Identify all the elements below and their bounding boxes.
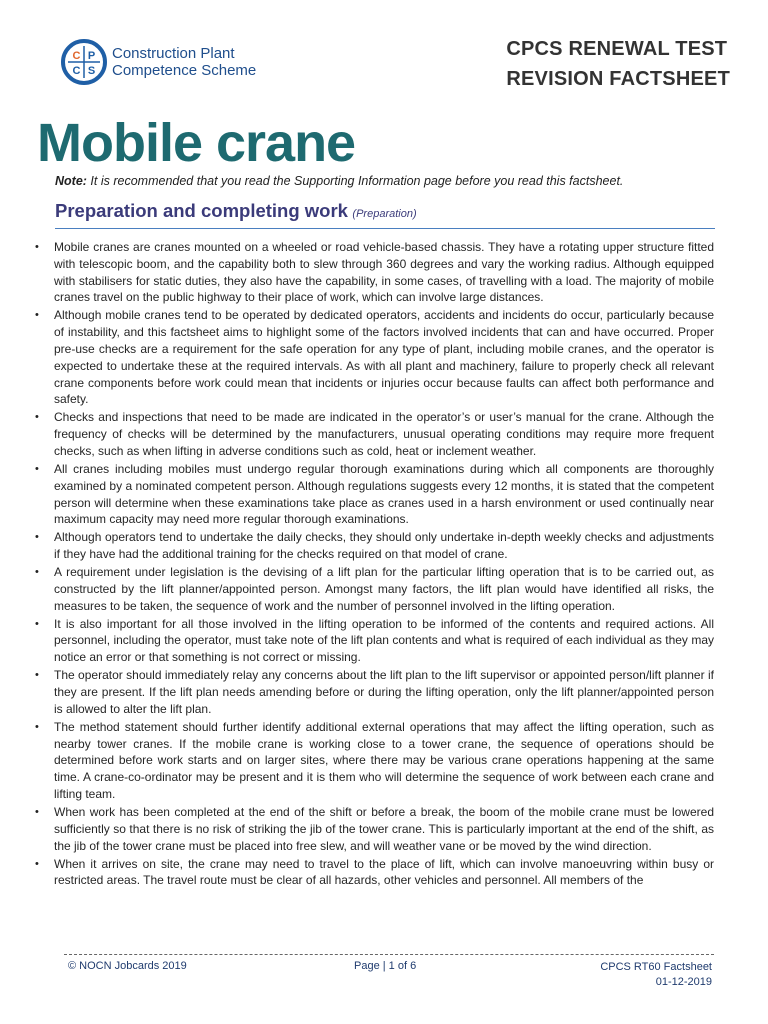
header-line-1: CPCS RENEWAL TEST xyxy=(506,38,728,60)
list-item: • Although operators tend to undertake the daily checks, they should only undertake in-depth weekly checks and adjustments if they have had the additional training for the checks required on that model of crane. xyxy=(54,529,714,563)
logo-wordmark xyxy=(112,45,256,79)
cpcs-logo xyxy=(60,36,272,88)
header-line-2: REVISION FACTSHEET xyxy=(506,68,730,90)
logo-line-2: Competence Scheme xyxy=(112,62,257,79)
footer-document-info xyxy=(600,960,712,990)
footer-copyright: © NOCN Jobcards 2019 xyxy=(68,960,187,972)
list-item: • The method statement should further identify additional external operations that may affect the lifting operation, such as nearby tower cranes. If the mobile crane is working close to a tower crane, the sequence of operations should be determined before work starts and on larger sites, where there may be various crane operations happening at the same time. A crane-co-ordinator may be present and it is them who will determine the sequence of work between each crane and lifting team. xyxy=(54,719,714,803)
list-item: • All cranes including mobiles must undergo regular thorough examinations during which all components are thoroughly examined by a nominated competent person. Although regulations suggests every 12 months, it is stated that the competent person will determine when these examinations take place as cranes used in a harsh environment or used continually near maximum capacity may need more regular thorough examinations. xyxy=(54,461,714,528)
footer-page-number: Page | 1 of 6 xyxy=(354,960,417,972)
list-item: • When it arrives on site, the crane may need to travel to the place of lift, which can involve manoeuvring within busy or restricted areas. The travel route must be clear of all hazards, other vehicles and personnel. All members of the xyxy=(54,856,714,890)
note xyxy=(55,174,623,188)
svg-text:S: S xyxy=(87,65,96,77)
svg-text:C: C xyxy=(72,50,81,62)
section-heading xyxy=(55,200,715,229)
list-item: • Although mobile cranes tend to be operated by dedicated operators, accidents and incidents do occur, particularly because of instability, and this factsheet aims to highlight some of the factors involved incidents that can and have occurred. Proper pre-use checks are a requirement for the safe operation for any type of plant, including mobile cranes, and the operator is expected to undertake these at the required intervals. As with all plant and machinery, failure to properly check all relevant crane components before work could mean that incidents or injuries occur because faults can affect both performance and safety. xyxy=(54,307,714,408)
footer-document-code: CPCS RT60 Factsheet xyxy=(600,961,712,973)
list-item: • The operator should immediately relay any concerns about the lift plan to the lift supervisor or appointed person/lift planner if they are present. If the lift plan needs amending before or during the lifting operation, only the lift planner/appointed person is allowed to alter the lift plan. xyxy=(54,667,714,717)
page-title: Mobile crane xyxy=(37,113,356,173)
list-item: • When work has been completed at the end of the shift or before a break, the boom of the mobile crane must be lowered sufficiently so that there is no risk of striking the jib of the tower crane. This is particularly important at the end of the shift, as the jib of the tower crane must be placed into free slew, and will weather vane or be moved by the wind direction. xyxy=(54,804,714,854)
footer-date: 01-12-2019 xyxy=(655,976,712,988)
svg-text:P: P xyxy=(87,50,96,62)
note-label: Note: xyxy=(55,174,87,188)
cpcs-logo-mark xyxy=(60,38,108,86)
logo-line-1: Construction Plant xyxy=(112,45,235,62)
list-item: • A requirement under legislation is the devising of a lift plan for the particular lifting operation that is to be carried out, as constructed by the lift planner/appointed person. Amongst many factors, the lift plan would have identified all risks, the measures to be taken, the sequence of work and the number of personnel involved in the lifting operation. xyxy=(54,564,714,614)
list-item: • Checks and inspections that need to be made are indicated in the operator’s or user’s manual for the crane. Although the frequency of checks will be determined by the manufacturers, unusual operating conditions may require more frequent checks, such as when lifting in adverse conditions such as cold, heat or inclement weather. xyxy=(54,409,714,459)
svg-text:C: C xyxy=(72,65,81,77)
bullet-list xyxy=(30,239,714,889)
section-subtitle: (Preparation) xyxy=(352,208,417,220)
section-title: Preparation and completing work xyxy=(55,200,348,221)
document-header xyxy=(506,34,730,94)
body-content xyxy=(30,239,714,944)
list-item: • It is also important for all those involved in the lifting operation to be informed of the contents and required actions. All personnel, including the operator, must take note of the lift plan contents and what is required of each individual as they may notice an error or that something is not correct or missing. xyxy=(54,616,714,666)
footer-divider xyxy=(64,954,714,955)
list-item: • Mobile cranes are cranes mounted on a wheeled or road vehicle-based chassis. They have a rotating upper structure fitted with telescopic boom, and the capability both to slew through 360 degrees and vary the working radius. Although equipped with stabilisers for static duties, they also have the capability, in some cases, of travelling with a load. The majority of mobile cranes travel on the public highway to their place of work, which can involve large distances. xyxy=(54,239,714,306)
note-text: It is recommended that you read the Supporting Information page before you read this factsheet. xyxy=(86,174,624,188)
